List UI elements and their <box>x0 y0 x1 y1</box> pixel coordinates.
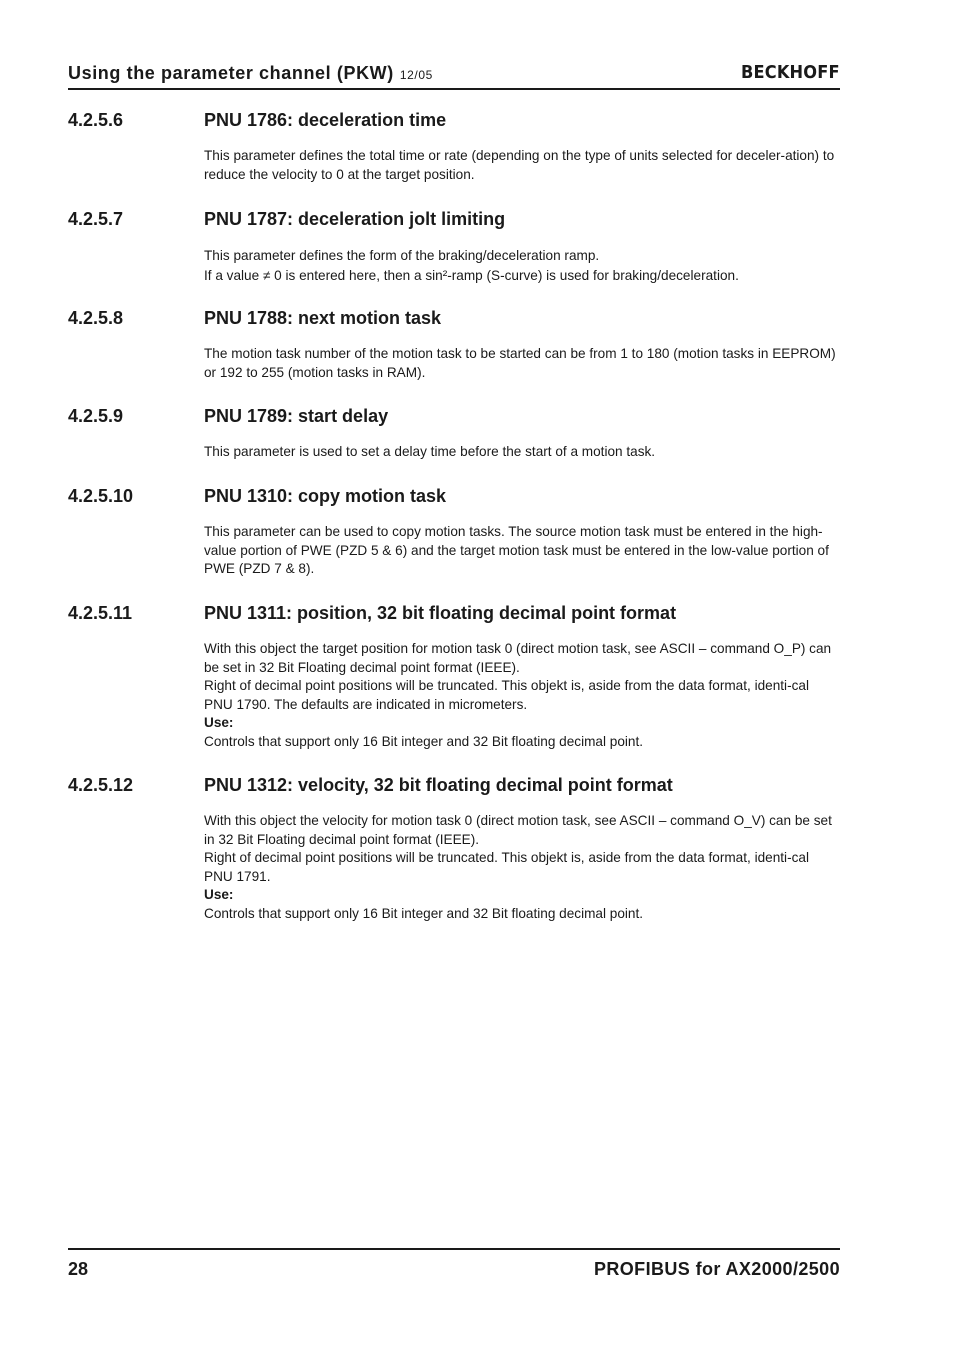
section-heading <box>68 308 840 332</box>
section-body <box>204 640 840 751</box>
section-title: PNU 1310: copy motion task <box>204 486 447 506</box>
section-4-2-5-7 <box>68 209 840 286</box>
paragraph: This parameter defines the form of the braking/deceleration ramp. <box>204 248 600 263</box>
use-label: Use: <box>204 715 234 730</box>
section-body <box>204 147 840 184</box>
paragraph: This parameter can be used to copy motion tasks. The source motion task must be entered in the high-value portion of PWE (PZD 5 & 6) and the target motion task must be entered in the low-value portion of PWE (PZD 7 & 8). <box>204 524 829 576</box>
section-4-2-5-11 <box>68 603 840 751</box>
header-title <box>68 63 433 84</box>
section-heading <box>68 209 840 233</box>
section-number: 4.2.5.10 <box>68 486 134 506</box>
product-name: PROFIBUS for AX2000/2500 <box>593 1259 840 1279</box>
paragraph: Right of decimal point positions will be truncated. This objekt is, aside from the data format, identi-cal PNU 1790. The defaults are indicated in micrometers. <box>204 678 809 712</box>
section-number: 4.2.5.12 <box>68 775 134 795</box>
section-body <box>204 523 840 579</box>
page-header <box>68 62 840 90</box>
use-label: Use: <box>204 887 234 902</box>
page-number: 28 <box>68 1259 89 1279</box>
section-number: 4.2.5.8 <box>68 308 124 328</box>
section-heading <box>68 406 840 430</box>
section-heading <box>68 486 840 510</box>
section-heading <box>68 603 840 627</box>
use-text: Controls that support only 16 Bit integer and 32 Bit floating decimal point. <box>204 733 644 749</box>
section-title: PNU 1312: velocity, 32 bit floating decimal point format <box>204 775 673 795</box>
section-body <box>204 812 840 923</box>
section-title: PNU 1311: position, 32 bit floating decimal point format <box>204 603 677 623</box>
section-body <box>204 246 840 286</box>
section-4-2-5-9 <box>68 406 840 462</box>
paragraph: The motion task number of the motion task to be started can be from 1 to 180 (motion tasks in EEPROM) or 192 to 255 (motion tasks in RAM). <box>204 346 836 380</box>
paragraph: If a value ≠ 0 is entered here, then a sin²-ramp (S-curve) is used for braking/deceleration. <box>204 268 739 283</box>
use-text: Controls that support only 16 Bit integer and 32 Bit floating decimal point. <box>204 905 644 921</box>
paragraph: This parameter defines the total time or rate (depending on the type of units selected for deceler-ation) to reduce the velocity to 0 at the target position. <box>204 148 835 182</box>
paragraph: With this object the target position for motion task 0 (direct motion task, see ASCII – command O_P) can be set in 32 Bit Floating decimal point format (IEEE). <box>204 641 832 675</box>
section-4-2-5-12 <box>68 775 840 923</box>
header-date: 12/05 <box>399 68 433 82</box>
section-4-2-5-8 <box>68 308 840 382</box>
paragraph: Right of decimal point positions will be truncated. This objekt is, aside from the data format, identi-cal PNU 1791. <box>204 850 809 884</box>
section-heading <box>68 775 840 799</box>
paragraph: This parameter is used to set a delay time before the start of a motion task. <box>204 444 656 459</box>
header-title-text: Using the parameter channel (PKW) <box>68 63 394 83</box>
section-title: PNU 1788: next motion task <box>204 308 442 328</box>
paragraph: With this object the velocity for motion task 0 (direct motion task, see ASCII – command O_V) can be set in 32 Bit Floating decimal point format (IEEE). <box>204 813 832 847</box>
section-title: PNU 1789: start delay <box>204 406 389 426</box>
page-footer <box>68 1248 840 1280</box>
section-number: 4.2.5.9 <box>68 406 124 426</box>
section-body <box>204 345 840 382</box>
beckhoff-logo: BECKHOFF <box>741 62 840 83</box>
section-4-2-5-10 <box>68 486 840 579</box>
section-number: 4.2.5.11 <box>68 603 133 623</box>
section-heading <box>68 110 840 134</box>
section-number: 4.2.5.6 <box>68 110 124 130</box>
section-title: PNU 1787: deceleration jolt limiting <box>204 209 506 229</box>
section-number: 4.2.5.7 <box>68 209 124 229</box>
section-4-2-5-6 <box>68 110 840 184</box>
section-body <box>204 443 840 462</box>
section-title: PNU 1786: deceleration time <box>204 110 447 130</box>
